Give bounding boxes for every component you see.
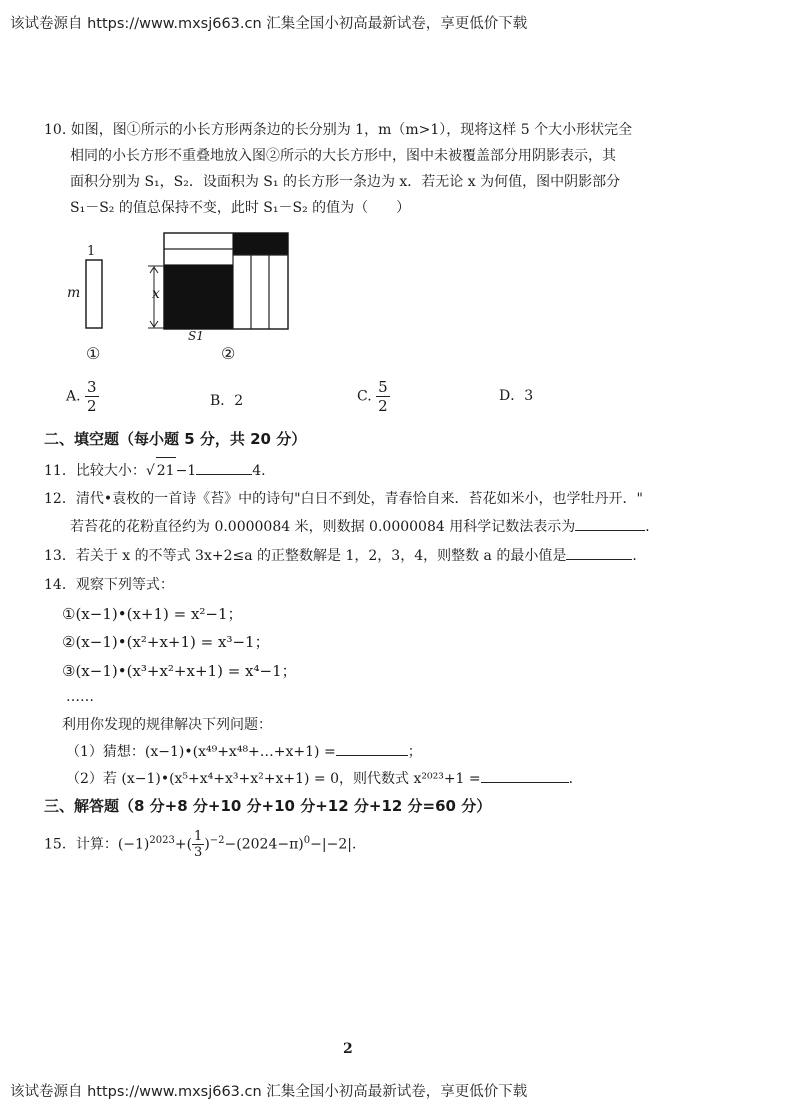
- section-3-title: 三、解答题（8 分+8 分+10 分+10 分+12 分+12 分=60 分）: [44, 797, 492, 815]
- q11-blank[interactable]: [196, 460, 252, 475]
- option-a-label: A.: [66, 388, 81, 405]
- fig1-top-label: 1: [87, 244, 96, 259]
- small-rectangle: [86, 260, 102, 328]
- q15-prefix: 15．计算：(−1): [44, 836, 150, 853]
- q14-part1: [66, 739, 422, 765]
- option-a: [66, 378, 99, 415]
- q15-fraction: [192, 829, 204, 860]
- q15-rest: −(2024−π): [224, 836, 304, 853]
- q15-tail: −|−2|．: [310, 836, 366, 853]
- q13-blank[interactable]: [566, 545, 632, 560]
- q14-title: 14．观察下列等式：: [44, 577, 174, 593]
- q11-radicand: 21: [156, 457, 176, 484]
- q15-exp3: 0: [303, 834, 311, 846]
- option-a-denominator: 2: [87, 397, 97, 415]
- q12-text: 若苔花的花粉直径约为 0.0000084 米，则数据 0.0000084 用科学记数法表示为: [70, 519, 576, 535]
- option-d: D．3: [499, 388, 534, 404]
- q12-line1: 12．清代•袁枚的一首诗《苔》中的诗句"白日不到处，青春恰自来．苔花如米小，也学牡丹开．": [44, 491, 643, 507]
- q14-part2-text: （2）若 (x−1)•(x⁵+x⁴+x³+x²+x+1) = 0，则代数式 x²⁰²³+1 =: [66, 771, 481, 787]
- q14-part1-blank[interactable]: [336, 741, 408, 756]
- option-c-fraction: [376, 378, 390, 415]
- q11: [44, 457, 266, 484]
- page-header: 该试卷源自 https://www.mxsj663.cn 汇集全国小初高最新试卷，享更低价下载: [10, 16, 528, 32]
- q10-line1: 10. 如图，图①所示的小长方形两条边的长分别为 1，m（m>1），现将这样 5 个大小形状完全: [44, 122, 633, 138]
- page-footer: 该试卷源自 https://www.mxsj663.cn 汇集全国小初高最新试卷，享更低价下载: [10, 1084, 528, 1100]
- q14-part2-blank[interactable]: [481, 768, 569, 783]
- q15-den: 3: [194, 845, 203, 860]
- q10-line2: 相同的小长方形不重叠地放入图②所示的大长方形中，图中未被覆盖部分用阴影表示，其: [70, 148, 616, 164]
- q14-eq2: ②(x−1)•(x²+x+1) = x³−1；: [62, 633, 270, 651]
- q13-end: ．: [632, 548, 647, 564]
- shaded-s2: [233, 233, 288, 255]
- q12-end: ．: [645, 519, 660, 535]
- option-c-label: C.: [357, 388, 372, 405]
- q15-close: ): [204, 836, 210, 853]
- option-c: [357, 378, 390, 415]
- option-a-fraction: [85, 378, 99, 415]
- q14-part1-text: （1）猜想：(x−1)•(x⁴⁹+x⁴⁸+…+x+1) =: [66, 744, 336, 760]
- q15-num: 1: [194, 829, 203, 844]
- option-a-numerator: 3: [87, 378, 97, 396]
- option-c-numerator: 5: [378, 378, 388, 396]
- q12-line2: [70, 514, 659, 540]
- q11-suffix: 4.: [252, 463, 266, 479]
- fig2-caption: ②: [221, 344, 236, 363]
- q14-instruction: 利用你发现的规律解决下列问题：: [62, 717, 272, 733]
- q15-exp2: −2: [209, 834, 225, 846]
- option-c-denominator: 2: [378, 397, 388, 415]
- q11-expr: −1: [175, 463, 197, 479]
- page-number: 2: [343, 1041, 353, 1057]
- figure-2: [140, 225, 300, 345]
- fig2-shade-label: S1: [188, 329, 204, 343]
- q14-eq3: ③(x−1)•(x³+x²+x+1) = x⁴−1；: [62, 662, 297, 680]
- q12-blank[interactable]: [575, 516, 645, 531]
- fig1-side-label: m: [67, 285, 81, 301]
- q13: [44, 543, 646, 569]
- q11-prefix: 11．比较大小：: [44, 463, 146, 479]
- q15: [44, 829, 366, 860]
- q10-line4: S₁－S₂ 的值总保持不变，此时 S₁－S₂ 的值为（ ）: [70, 200, 411, 216]
- q14-part2: [66, 766, 583, 792]
- q14-part1-end: ；: [407, 744, 422, 760]
- q14-part2-end: ．: [568, 771, 583, 787]
- sqrt-symbol: √: [145, 463, 155, 479]
- section-2-title: 二、填空题（每小题 5 分，共 20 分）: [44, 430, 307, 448]
- q10-line3: 面积分别为 S₁，S₂．设面积为 S₁ 的长方形一条边为 x．若无论 x 为何值，图中阴影部分: [70, 174, 621, 190]
- q14-eq1: ①(x−1)•(x+1) = x²−1；: [62, 605, 243, 623]
- q13-text: 13．若关于 x 的不等式 3x+2≤a 的正整数解是 1，2，3，4，则整数 a 的最小值是: [44, 548, 567, 564]
- q15-plus: +(: [174, 836, 193, 853]
- fig1-caption: ①: [86, 344, 101, 363]
- q15-exp1: 2023: [149, 834, 175, 846]
- shaded-s1: [164, 265, 233, 329]
- fig2-side-label: x: [152, 286, 160, 302]
- option-b: B．2: [210, 393, 244, 409]
- q14-dots: ……: [66, 689, 94, 705]
